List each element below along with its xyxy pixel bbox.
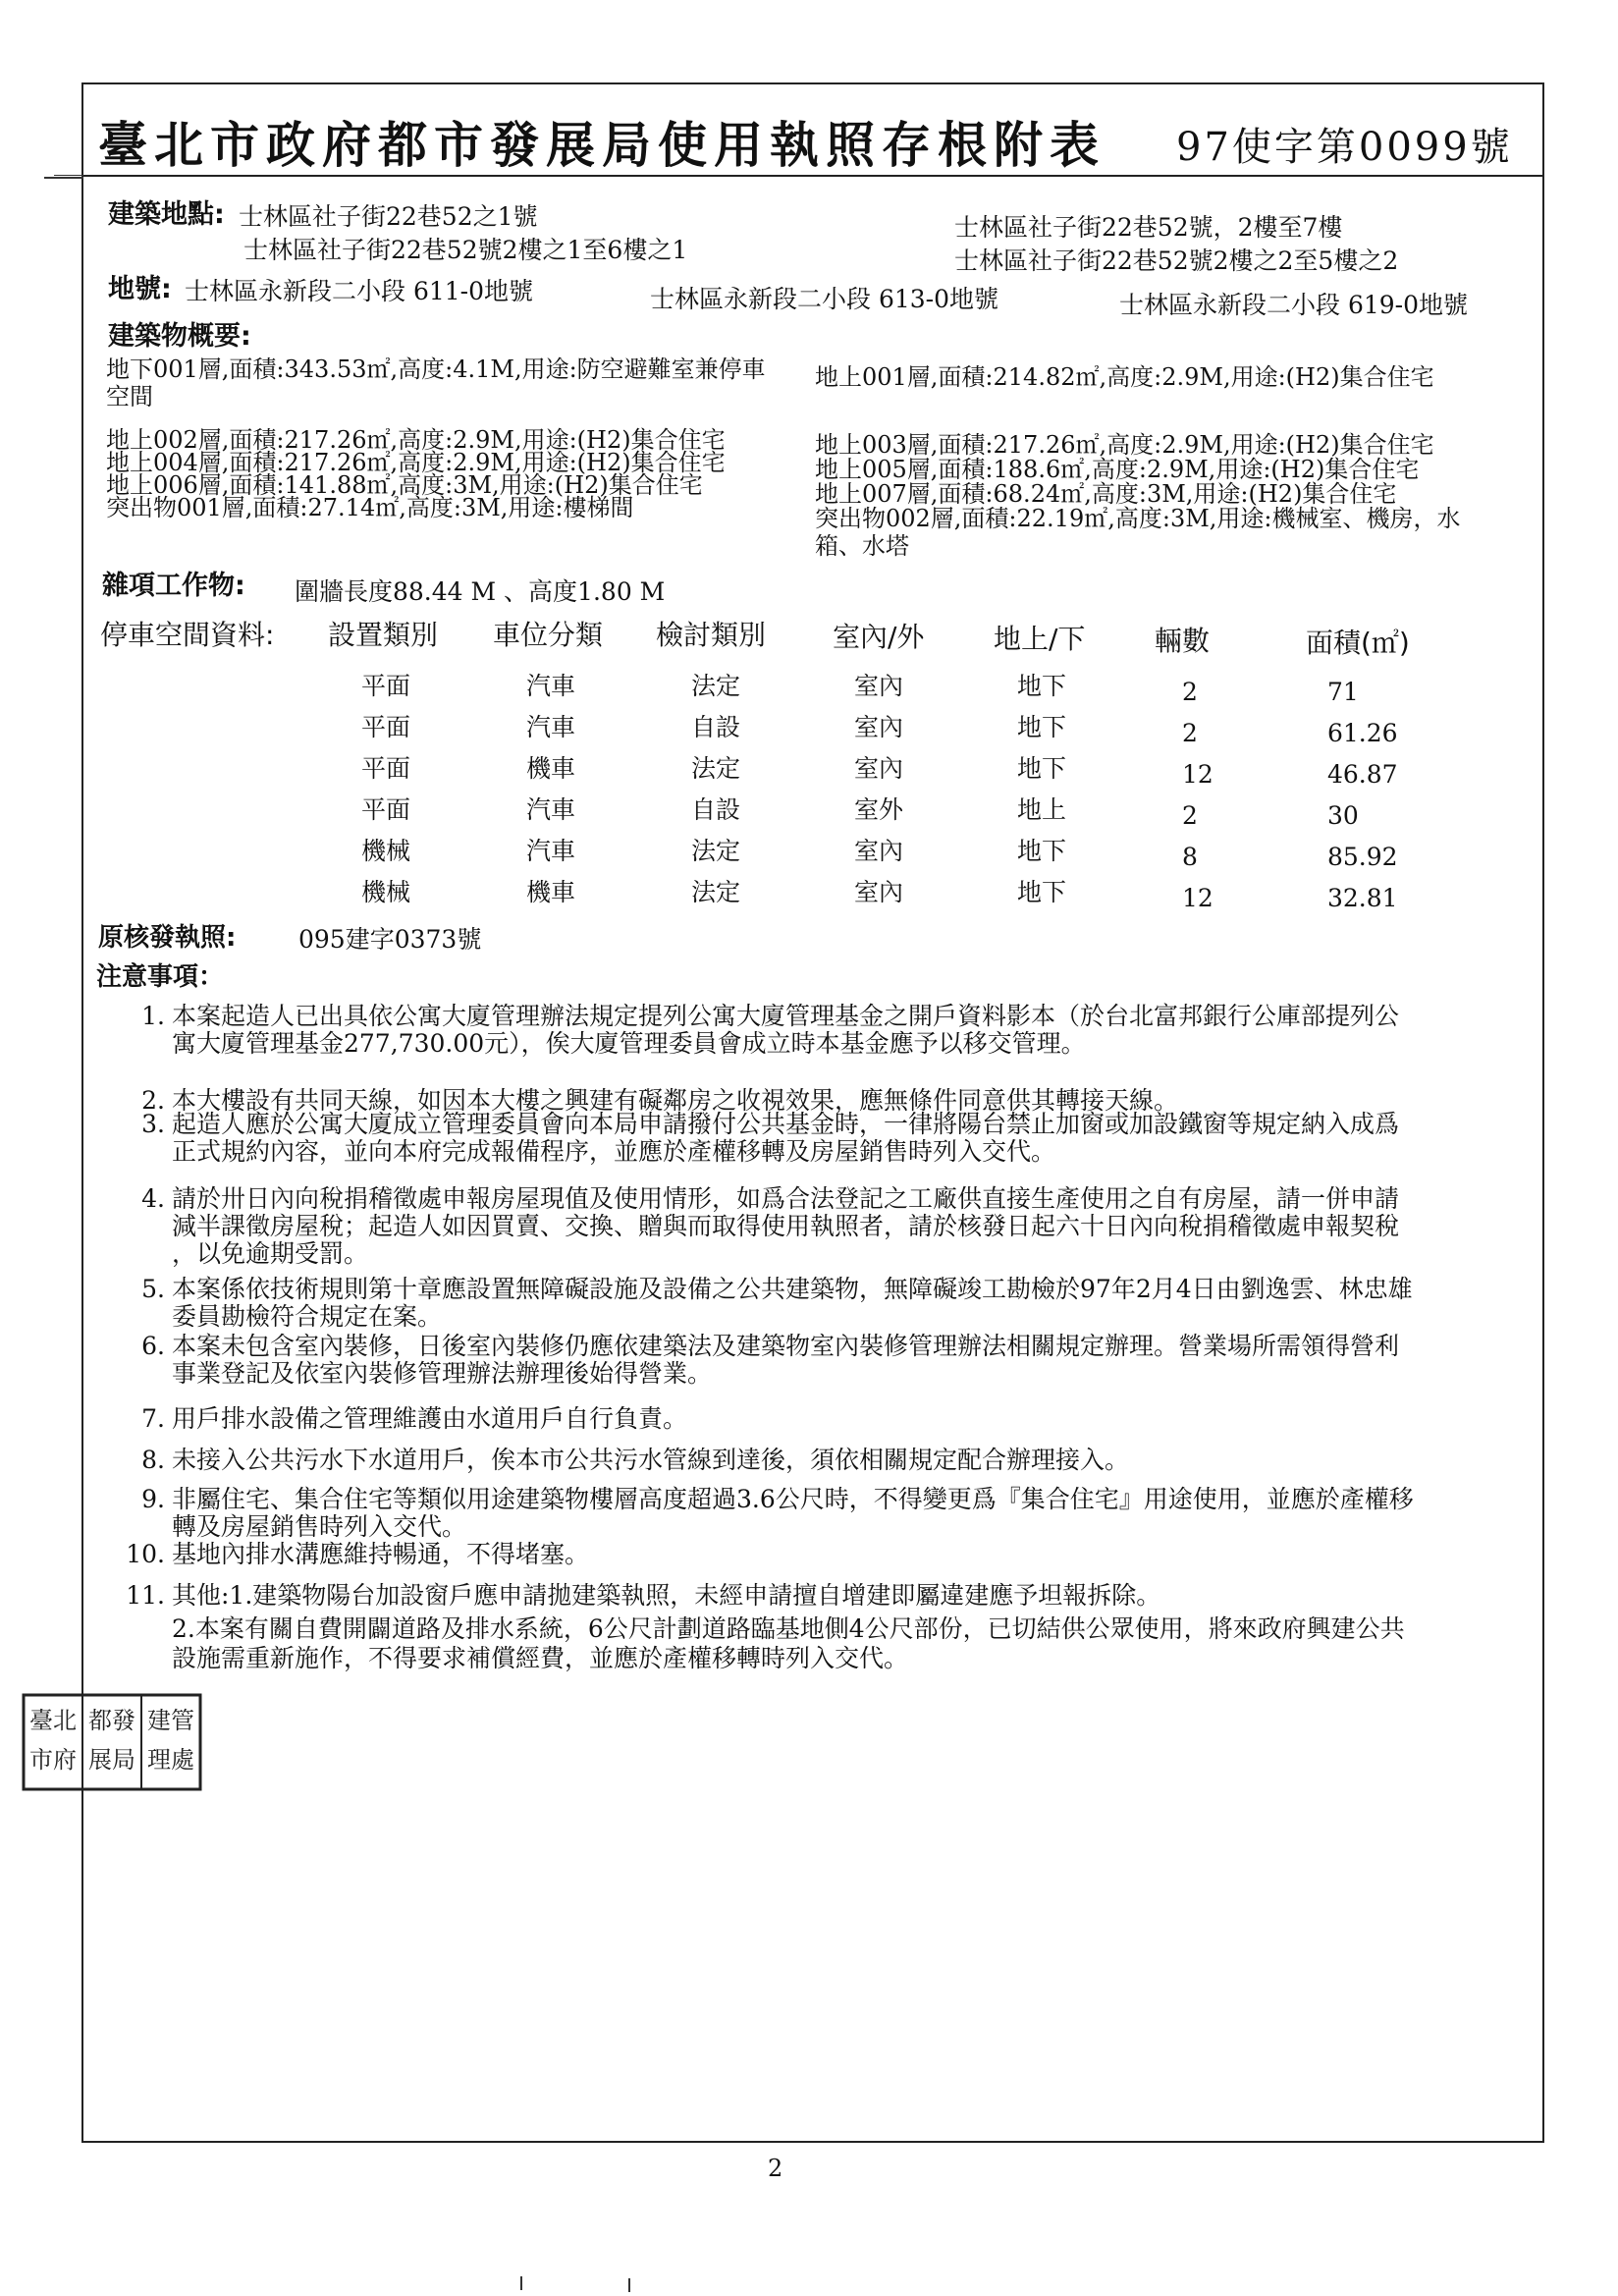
floor-entry: 突出物001層,面積:27.14㎡,高度:3M,用途:樓梯間 — [106, 494, 634, 521]
parking-header: 設置類別 — [328, 619, 439, 651]
scan-mark — [628, 2278, 630, 2292]
parking-cell: 機車 — [526, 878, 576, 906]
parking-cell: 自設 — [691, 713, 741, 741]
parking-cell: 12 — [1182, 884, 1214, 912]
svg-text:都發: 都發 — [88, 1707, 135, 1734]
note-text: 非屬住宅、集合住宅等類似用途建築物樓層高度超過3.6公尺時，不得變更爲『集合住宅』用途使用，並應於產權移 — [172, 1485, 1414, 1513]
floor-entry: 地上003層,面積:217.26㎡,高度:2.9M,用途:(H2)集合住宅 — [815, 431, 1434, 459]
notes-label: 注意事項： — [96, 962, 225, 992]
location-line-right: 士林區社子街22巷52號，2樓至7樓 — [954, 213, 1343, 242]
parking-cell: 汽車 — [526, 713, 576, 741]
note-text: 起造人應於公寓大廈成立管理委員會向本局申請撥付公共基金時，一律將陽台禁止加窗或加設鐵窗等規定納入成爲 — [172, 1110, 1400, 1138]
note-text: 轉及房屋銷售時列入交代。 — [172, 1512, 467, 1541]
note-text: ，以免逾期受罰。 — [172, 1239, 369, 1268]
parking-cell: 71 — [1327, 678, 1359, 706]
document-title: 臺北市政府都市發展局使用執照存根附表 — [98, 117, 1106, 174]
floor-entry-cont: 箱、水塔 — [815, 532, 909, 560]
note-11-extra: 設施需重新施作，不得要求補償經費，並應於產權移轉時列入交代。 — [172, 1644, 909, 1672]
note-text: 寓大廈管理基金277,730.00元），俟大廈管理委員會成立時本基金應予以移交管理。 — [172, 1029, 1086, 1058]
parking-cell: 85.92 — [1327, 843, 1398, 871]
location-line: 士林區社子街22巷52之1號 — [239, 202, 538, 231]
note-text: 本案起造人已出具依公寓大廈管理辦法規定提列公寓大廈管理基金之開戶資料影本（於台北富邦銀行公庫部提列公 — [172, 1002, 1400, 1030]
official-seal-stamp — [20, 1689, 206, 1797]
parking-header: 檢討類別 — [656, 619, 767, 651]
parking-cell: 46.87 — [1327, 760, 1398, 789]
parking-header: 車位分類 — [493, 619, 604, 651]
floor-entry: 地上004層,面積:217.26㎡,高度:2.9M,用途:(H2)集合住宅 — [106, 449, 726, 476]
svg-text:市府: 市府 — [29, 1746, 77, 1774]
note-text: 其他:1.建築物陽台加設窗戶應申請拋建築執照，未經申請擅自增建即屬違建應予坦報拆除。 — [172, 1581, 1161, 1610]
parking-cell: 法定 — [691, 754, 741, 783]
original-permit-label: 原核發執照: — [98, 923, 237, 953]
floor-entry: 地上002層,面積:217.26㎡,高度:2.9M,用途:(H2)集合住宅 — [106, 426, 726, 454]
scan-mark — [54, 175, 83, 176]
parking-cell: 汽車 — [526, 672, 576, 700]
note-number: 7. — [141, 1404, 165, 1433]
parking-cell: 12 — [1182, 760, 1214, 789]
parking-header: 面積(㎡) — [1306, 627, 1410, 659]
parking-cell: 室內 — [854, 754, 904, 783]
note-number: 4. — [141, 1184, 165, 1213]
parking-label: 停車空間資料: — [100, 619, 275, 651]
note-11-extra: 2.本案有關自費開闢道路及排水系統，6公尺計劃道路臨基地側4公尺部份，已切結供公眾使用，將來政府興建公共 — [172, 1614, 1405, 1643]
note-text: 減半課徵房屋稅；起造人如因買賣、交換、贈與而取得使用執照者，請於核發日起六十日內向稅捐稽徵處申報契稅 — [172, 1212, 1400, 1240]
location-line: 士林區社子街22巷52號2樓之1至6樓之1 — [243, 236, 688, 264]
parking-cell: 室內 — [854, 878, 904, 906]
note-text: 請於卅日內向稅捐稽徵處申報房屋現值及使用情形，如爲合法登記之工廠供直接生產使用之自有房屋，請一併申請 — [172, 1184, 1400, 1213]
parking-cell: 30 — [1327, 801, 1359, 830]
lot-number: 士林區永新段二小段 619-0地號 — [1119, 291, 1469, 319]
lot-number: 士林區永新段二小段 613-0地號 — [650, 285, 999, 313]
parking-cell: 地上 — [1017, 795, 1067, 824]
parking-cell: 平面 — [361, 795, 411, 824]
parking-cell: 地下 — [1017, 754, 1067, 783]
parking-cell: 平面 — [361, 754, 411, 783]
location-label: 建築地點: — [108, 199, 225, 230]
original-permit-value: 095建字0373號 — [298, 925, 482, 954]
misc-label: 雜項工作物: — [102, 571, 245, 601]
parking-cell: 自設 — [691, 795, 741, 824]
note-text: 未接入公共污水下水道用戶，俟本市公共污水管線到達後，須依相關規定配合辦理接入。 — [172, 1446, 1130, 1474]
note-number: 5. — [141, 1275, 165, 1303]
note-number: 3. — [141, 1110, 165, 1138]
floor-entry: 地上007層,面積:68.24㎡,高度:3M,用途:(H2)集合住宅 — [815, 480, 1397, 508]
floor-entry: 地下001層,面積:343.53㎡,高度:4.1M,用途:防空避難室兼停車 — [106, 355, 766, 383]
parking-header: 輛數 — [1155, 625, 1211, 657]
svg-text:臺北: 臺北 — [29, 1707, 77, 1734]
page-number: 2 — [768, 2155, 783, 2182]
floor-entry: 地上001層,面積:214.82㎡,高度:2.9M,用途:(H2)集合住宅 — [815, 363, 1434, 391]
parking-cell: 室外 — [854, 795, 904, 824]
note-number: 2. — [141, 1086, 165, 1115]
parking-header: 室內/外 — [833, 621, 925, 653]
note-text: 事業登記及依室內裝修管理辦法辦理後始得營業。 — [172, 1359, 713, 1388]
note-number: 1. — [141, 1002, 165, 1030]
note-number: 9. — [141, 1485, 165, 1513]
scan-mark — [520, 2276, 522, 2290]
note-text: 本案係依技術規則第十章應設置無障礙設施及設備之公共建築物，無障礙竣工勘檢於97年2月4日由劉逸雲、林忠雄 — [172, 1275, 1413, 1303]
lot-label: 地號: — [108, 274, 172, 304]
parking-cell: 汽車 — [526, 795, 576, 824]
parking-header: 地上/下 — [994, 623, 1086, 655]
parking-cell: 室內 — [854, 713, 904, 741]
overview-label: 建築物概要: — [108, 321, 251, 352]
note-text: 委員勘檢符合規定在案。 — [172, 1302, 443, 1331]
parking-cell: 61.26 — [1327, 719, 1398, 747]
floor-entry: 突出物002層,面積:22.19㎡,高度:3M,用途:機械室、機房，水 — [815, 505, 1461, 532]
parking-cell: 地下 — [1017, 713, 1067, 741]
floor-entry-cont: 空間 — [106, 383, 153, 410]
note-text: 基地內排水溝應維持暢通，不得堵塞。 — [172, 1540, 590, 1568]
parking-cell: 法定 — [691, 878, 741, 906]
note-text: 用戶排水設備之管理維護由水道用戶自行負責。 — [172, 1404, 688, 1433]
parking-cell: 8 — [1182, 843, 1198, 871]
misc-value: 圍牆長度88.44 M 、高度1.80 M — [295, 577, 666, 606]
parking-cell: 法定 — [691, 837, 741, 865]
parking-cell: 地下 — [1017, 672, 1067, 700]
parking-cell: 平面 — [361, 713, 411, 741]
floor-entry: 地上005層,面積:188.6㎡,高度:2.9M,用途:(H2)集合住宅 — [815, 456, 1420, 483]
location-line-right: 士林區社子街22巷52號2樓之2至5樓之2 — [954, 246, 1399, 275]
permit-number: 97使字第0099號 — [1176, 125, 1513, 170]
parking-cell: 汽車 — [526, 837, 576, 865]
parking-cell: 機車 — [526, 754, 576, 783]
parking-cell: 機械 — [361, 878, 411, 906]
parking-cell: 32.81 — [1327, 884, 1398, 912]
note-number: 10. — [126, 1540, 165, 1568]
parking-cell: 地下 — [1017, 878, 1067, 906]
svg-text:建管: 建管 — [147, 1707, 194, 1734]
parking-cell: 地下 — [1017, 837, 1067, 865]
lot-number: 士林區永新段二小段 611-0地號 — [185, 277, 534, 305]
parking-cell: 2 — [1182, 719, 1198, 747]
parking-cell: 機械 — [361, 837, 411, 865]
scan-mark — [44, 177, 83, 179]
note-text: 本案未包含室內裝修，日後室內裝修仍應依建築法及建築物室內裝修管理辦法相關規定辦理。營業場所需領得營利 — [172, 1332, 1400, 1360]
svg-text:展局: 展局 — [88, 1746, 135, 1774]
note-number: 6. — [141, 1332, 165, 1360]
svg-text:理處: 理處 — [147, 1746, 194, 1774]
note-number: 8. — [141, 1446, 165, 1474]
note-text: 正式規約內容，並向本府完成報備程序，並應於產權移轉及房屋銷售時列入交代。 — [172, 1137, 1056, 1166]
parking-cell: 法定 — [691, 672, 741, 700]
floor-entry: 地上006層,面積:141.88㎡,高度:3M,用途:(H2)集合住宅 — [106, 471, 703, 499]
parking-cell: 2 — [1182, 678, 1198, 706]
parking-cell: 2 — [1182, 801, 1198, 830]
parking-cell: 平面 — [361, 672, 411, 700]
note-number: 11. — [126, 1581, 165, 1610]
parking-cell: 室內 — [854, 837, 904, 865]
note-text: 本大樓設有共同天線，如因本大樓之興建有礙鄰房之收視效果，應無條件同意供其轉接天線。 — [172, 1086, 1179, 1115]
parking-cell: 室內 — [854, 672, 904, 700]
